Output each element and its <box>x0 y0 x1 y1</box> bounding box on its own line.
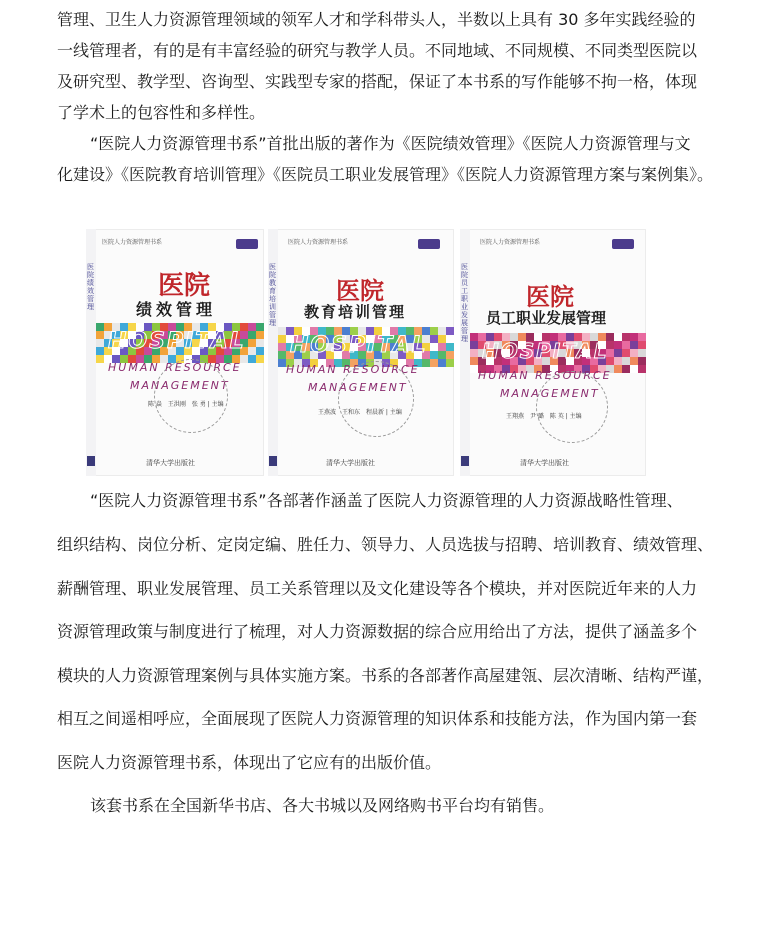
book-cover-training <box>268 229 454 476</box>
publisher-badge <box>418 239 440 249</box>
management-text: MANAGEMENT <box>130 379 230 392</box>
book-authors: 陈 焱 王洪刚 张 勇 | 主编 <box>148 401 224 408</box>
decorative-circle <box>536 371 608 443</box>
hospital-text: HOSPITAL <box>482 339 609 363</box>
publisher-name: 清华大学出版社 <box>326 459 375 467</box>
paragraph-3-line-2: 组织结构、岗位分析、定岗定编、胜任力、领导力、人员选拔与招聘、培训教育、绩效管理、 <box>57 535 714 554</box>
series-name: 医院人力资源管理书系 <box>102 239 163 246</box>
paragraph-3-line-7: 医院人力资源管理书系，体现出了它应有的出版价值。 <box>57 753 442 772</box>
book-spine <box>460 229 470 476</box>
publisher-name: 清华大学出版社 <box>146 459 195 467</box>
management-text: MANAGEMENT <box>308 381 408 394</box>
book-authors: 王燕波 王和东 程晨新 | 主编 <box>318 409 402 416</box>
spine-title: 医院员工职业发展管理 <box>461 263 468 343</box>
paragraph-3-line-5: 模块的人力资源管理案例与具体实施方案。书系的各部著作高屋建瓴、层次清晰、结构严谨， <box>57 666 714 685</box>
paragraph-3-line-1: “医院人力资源管理书系”各部著作涵盖了医院人力资源管理的人力资源战略性管理、 <box>90 491 683 510</box>
decorative-circle <box>154 359 228 433</box>
book-title: 医院 <box>526 282 574 311</box>
management-text: MANAGEMENT <box>500 387 600 400</box>
paragraph-1-line-1: 管理、卫生人力资源管理领域的领军人才和学科带头人，半数以上具有 30 多年实践经验的 <box>57 10 696 29</box>
paragraph-3-line-4: 资源管理政策与制度进行了梳理，对人力资源数据的综合应用给出了方法，提供了涵盖多个 <box>57 622 698 641</box>
series-name: 医院人力资源管理书系 <box>288 239 349 246</box>
book-cover-career <box>460 229 646 476</box>
paragraph-2-line-2: 化建设》《医院教育培训管理》《医院员工职业发展管理》《医院人力资源管理方案与案例集》。 <box>57 165 714 184</box>
book-cover-performance <box>86 229 264 476</box>
spine-logo <box>461 456 469 466</box>
spine-title: 医院绩效管理 <box>87 263 94 311</box>
publisher-badge <box>612 239 634 249</box>
human-resource-text: HUMAN RESOURCE <box>108 361 242 374</box>
decorative-circle <box>338 361 414 437</box>
book-subtitle: 绩效管理 <box>136 300 217 319</box>
paragraph-4-line-1: 该套书系在全国新华书店、各大书城以及网络购书平台均有销售。 <box>90 796 555 815</box>
human-resource-text: HUMAN RESOURCE <box>478 369 612 382</box>
book-title: 医院 <box>336 276 384 305</box>
publisher-badge <box>236 239 258 249</box>
paragraph-1-line-4: 了学术上的包容性和多样性。 <box>57 103 266 122</box>
spine-title: 医院教育培训管理 <box>269 263 276 327</box>
book-subtitle: 员工职业发展管理 <box>486 309 607 327</box>
book-covers-image <box>86 229 646 476</box>
book-subtitle: 教育培训管理 <box>304 303 407 321</box>
book-spine <box>268 229 278 476</box>
paragraph-2-line-1: “医院人力资源管理书系”首批出版的著作为《医院绩效管理》《医院人力资源管理与文 <box>90 134 691 153</box>
hospital-text: HOSPITAL <box>290 333 428 358</box>
book-authors: 王翔燕 尹 璐 陈 英 | 主编 <box>506 413 582 420</box>
publisher-name: 清华大学出版社 <box>520 459 569 467</box>
paragraph-1-line-2: 一线管理者，有的是有丰富经验的研究与教学人员。不同地域、不同规模、不同类型医院以 <box>57 41 698 60</box>
spine-logo <box>269 456 277 466</box>
paragraph-3-line-6: 相互之间遥相呼应，全面展现了医院人力资源管理的知识体系和技能方法，作为国内第一套 <box>57 709 698 728</box>
book-spine <box>86 229 96 476</box>
paragraph-1-line-3: 及研究型、教学型、咨询型、实践型专家的搭配，保证了本书系的写作能够不拘一格，体现 <box>57 72 698 91</box>
human-resource-text: HUMAN RESOURCE <box>286 363 420 376</box>
series-name: 医院人力资源管理书系 <box>480 239 541 246</box>
paragraph-3-line-3: 薪酬管理、职业发展管理、员工关系管理以及文化建设等各个模块，并对医院近年来的人力 <box>57 579 698 598</box>
book-title: 医院 <box>158 271 211 301</box>
spine-logo <box>87 456 95 466</box>
hospital-text: HOSPITAL <box>108 329 246 354</box>
